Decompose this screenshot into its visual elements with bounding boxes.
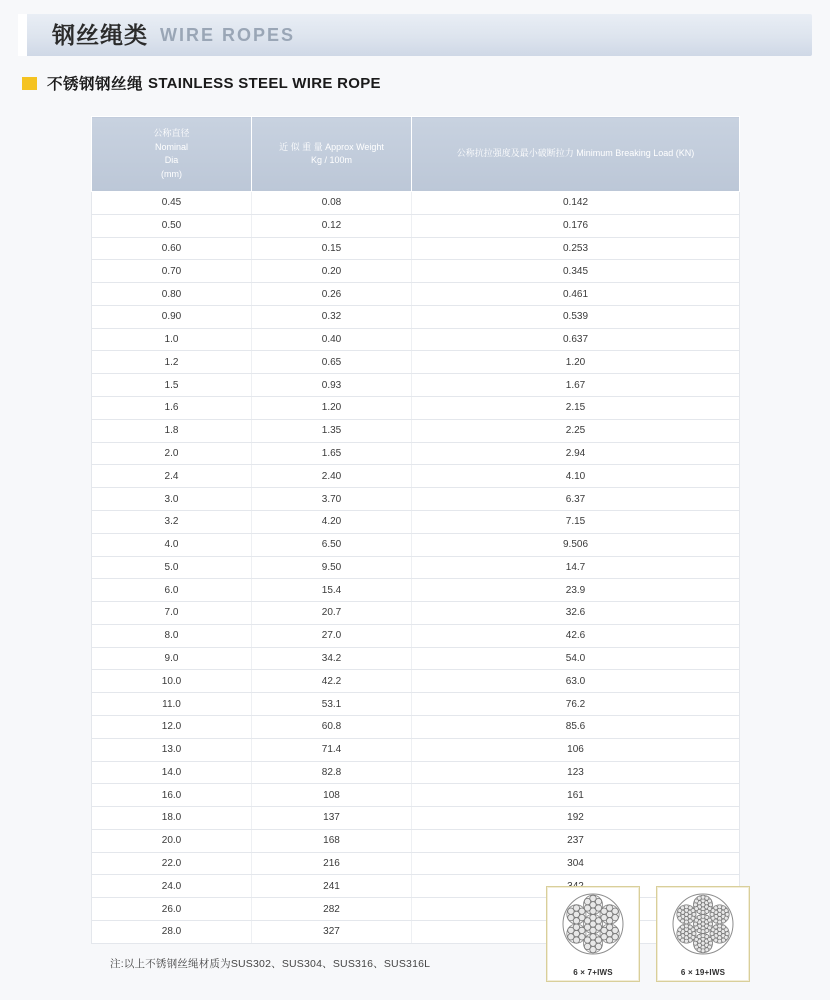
table-cell: 10.0 xyxy=(92,670,252,693)
table-cell: 1.65 xyxy=(252,442,412,465)
table-row xyxy=(92,715,740,738)
table-cell: 7.0 xyxy=(92,602,252,625)
table-cell: 16.0 xyxy=(92,784,252,807)
section-subtitle xyxy=(18,72,812,94)
table-cell: 3.0 xyxy=(92,488,252,511)
table-row xyxy=(92,647,740,670)
table-cell: 20.7 xyxy=(252,602,412,625)
table-cell: 1.5 xyxy=(92,374,252,397)
table-row xyxy=(92,602,740,625)
table-cell: 24.0 xyxy=(92,875,252,898)
table-cell: 0.253 xyxy=(412,237,740,260)
table-cell: 23.9 xyxy=(412,579,740,602)
table-cell: 0.60 xyxy=(92,237,252,260)
table-row xyxy=(92,829,740,852)
table-cell: 237 xyxy=(412,829,740,852)
table-row xyxy=(92,556,740,579)
table-row xyxy=(92,488,740,511)
table-cell: 82.8 xyxy=(252,761,412,784)
table-cell: 11.0 xyxy=(92,693,252,716)
table-cell: 1.2 xyxy=(92,351,252,374)
table-cell: 26.0 xyxy=(92,898,252,921)
table-row xyxy=(92,328,740,351)
table-cell: 304 xyxy=(412,852,740,875)
table-cell: 0.345 xyxy=(412,260,740,283)
table-row xyxy=(92,738,740,761)
header-line: Dia xyxy=(164,155,179,165)
page-title-cn: 钢丝绳类 xyxy=(52,21,148,48)
table-row xyxy=(92,351,740,374)
table-cell: 2.40 xyxy=(252,465,412,488)
column-header-approx-weight xyxy=(252,117,412,192)
table-body xyxy=(92,192,740,944)
table-cell: 54.0 xyxy=(412,647,740,670)
table-cell: 13.0 xyxy=(92,738,252,761)
table-row xyxy=(92,510,740,533)
header-line: (mm) xyxy=(161,168,182,179)
table-cell: 42.2 xyxy=(252,670,412,693)
column-header-nominal-dia xyxy=(92,117,252,192)
rope-diagrams xyxy=(546,886,750,982)
table-row xyxy=(92,807,740,830)
table-cell: 6.0 xyxy=(92,579,252,602)
table-cell: 9.50 xyxy=(252,556,412,579)
table-head xyxy=(92,117,740,192)
table-row xyxy=(92,670,740,693)
table-row xyxy=(92,442,740,465)
page-header-band xyxy=(18,14,812,56)
table-cell: 14.0 xyxy=(92,761,252,784)
table-cell: 27.0 xyxy=(252,624,412,647)
page-title-en: WIRE ROPES xyxy=(160,25,296,45)
header-line: Kg / 100m xyxy=(310,155,353,165)
table-cell: 0.461 xyxy=(412,283,740,306)
table-row xyxy=(92,260,740,283)
table-row xyxy=(92,784,740,807)
table-row xyxy=(92,374,740,397)
table-cell: 4.0 xyxy=(92,533,252,556)
table-cell: 2.94 xyxy=(412,442,740,465)
table-cell: 168 xyxy=(252,829,412,852)
table-cell: 2.0 xyxy=(92,442,252,465)
table-cell: 0.65 xyxy=(252,351,412,374)
table-cell: 4.20 xyxy=(252,510,412,533)
table-row xyxy=(92,624,740,647)
table-cell: 53.1 xyxy=(252,693,412,716)
table-cell: 18.0 xyxy=(92,807,252,830)
table-row xyxy=(92,237,740,260)
table-cell: 5.0 xyxy=(92,556,252,579)
diagram-caption: 6 × 7+IWS xyxy=(573,968,613,977)
table-cell: 6.50 xyxy=(252,533,412,556)
table-cell: 0.08 xyxy=(252,192,412,215)
table-header-row xyxy=(92,117,740,192)
table-cell: 0.70 xyxy=(92,260,252,283)
table-cell: 9.0 xyxy=(92,647,252,670)
table-row xyxy=(92,305,740,328)
table-cell: 0.20 xyxy=(252,260,412,283)
table-cell: 0.15 xyxy=(252,237,412,260)
table-cell: 60.8 xyxy=(252,715,412,738)
table-cell: 22.0 xyxy=(92,852,252,875)
table-cell: 282 xyxy=(252,898,412,921)
table-cell: 0.93 xyxy=(252,374,412,397)
table-cell: 108 xyxy=(252,784,412,807)
table-cell: 137 xyxy=(252,807,412,830)
table-cell: 123 xyxy=(412,761,740,784)
table-cell: 0.26 xyxy=(252,283,412,306)
table-cell: 7.15 xyxy=(412,510,740,533)
table-cell: 8.0 xyxy=(92,624,252,647)
table-cell: 1.8 xyxy=(92,419,252,442)
table-cell: 3.70 xyxy=(252,488,412,511)
subtitle-en: STAINLESS STEEL WIRE ROPE xyxy=(148,74,381,92)
table-cell: 63.0 xyxy=(412,670,740,693)
table-row xyxy=(92,214,740,237)
table-row xyxy=(92,419,740,442)
table-cell: 0.45 xyxy=(92,192,252,215)
table-cell: 14.7 xyxy=(412,556,740,579)
table-row xyxy=(92,579,740,602)
table-cell: 2.25 xyxy=(412,419,740,442)
table-cell: 9.506 xyxy=(412,533,740,556)
table-cell: 34.2 xyxy=(252,647,412,670)
table-cell: 1.67 xyxy=(412,374,740,397)
header-line: Nominal xyxy=(154,141,188,152)
rope-cross-section-6x7-icon xyxy=(556,893,630,959)
table-cell: 32.6 xyxy=(412,602,740,625)
table-cell: 85.6 xyxy=(412,715,740,738)
table-cell: 0.50 xyxy=(92,214,252,237)
rope-cross-section-6x19-icon xyxy=(666,893,740,959)
table-cell: 192 xyxy=(412,807,740,830)
table-cell: 106 xyxy=(412,738,740,761)
table-row xyxy=(92,533,740,556)
table-cell: 42.6 xyxy=(412,624,740,647)
diagram-caption: 6 × 19+IWS xyxy=(680,968,726,977)
subtitle-cn: 不锈钢钢丝绳 xyxy=(47,76,144,93)
table-cell: 20.0 xyxy=(92,829,252,852)
table-cell: 28.0 xyxy=(92,921,252,944)
table-cell: 161 xyxy=(412,784,740,807)
table-cell: 0.80 xyxy=(92,283,252,306)
table-row xyxy=(92,693,740,716)
table-cell: 1.0 xyxy=(92,328,252,351)
diagram-6x19 xyxy=(656,886,750,982)
header-line: 公称抗拉强度及最小破断拉力 Minimum Breaking Load (KN) xyxy=(456,148,695,159)
spec-table xyxy=(91,116,740,944)
table-cell: 216 xyxy=(252,852,412,875)
table-cell: 0.176 xyxy=(412,214,740,237)
table-row xyxy=(92,465,740,488)
diagram-6x7 xyxy=(546,886,640,982)
table-row xyxy=(92,192,740,215)
table-cell: 327 xyxy=(252,921,412,944)
table-cell: 1.20 xyxy=(252,397,412,420)
spec-table-wrapper xyxy=(91,116,739,944)
table-cell: 71.4 xyxy=(252,738,412,761)
table-row xyxy=(92,852,740,875)
table-cell: 1.20 xyxy=(412,351,740,374)
table-cell: 0.12 xyxy=(252,214,412,237)
header-line: 近 似 重 量 Approx Weight xyxy=(279,141,384,152)
table-cell: 0.90 xyxy=(92,305,252,328)
table-row xyxy=(92,397,740,420)
column-header-breaking-load xyxy=(412,117,740,192)
table-cell: 0.539 xyxy=(412,305,740,328)
footnote: 注:以上不锈钢丝绳材质为SUS302、SUS304、SUS316、SUS316L xyxy=(110,957,431,970)
table-cell: 3.2 xyxy=(92,510,252,533)
table-cell: 76.2 xyxy=(412,693,740,716)
header-line: 公称直径 xyxy=(153,128,190,138)
table-cell: 0.637 xyxy=(412,328,740,351)
table-cell: 0.32 xyxy=(252,305,412,328)
table-cell: 6.37 xyxy=(412,488,740,511)
table-cell: 2.15 xyxy=(412,397,740,420)
table-cell: 1.6 xyxy=(92,397,252,420)
table-cell: 2.4 xyxy=(92,465,252,488)
table-cell: 4.10 xyxy=(412,465,740,488)
table-cell: 241 xyxy=(252,875,412,898)
table-row xyxy=(92,761,740,784)
yellow-square-icon xyxy=(22,77,37,90)
table-row xyxy=(92,283,740,306)
table-cell: 15.4 xyxy=(252,579,412,602)
table-cell: 0.142 xyxy=(412,192,740,215)
table-cell: 1.35 xyxy=(252,419,412,442)
table-cell: 12.0 xyxy=(92,715,252,738)
table-cell: 0.40 xyxy=(252,328,412,351)
